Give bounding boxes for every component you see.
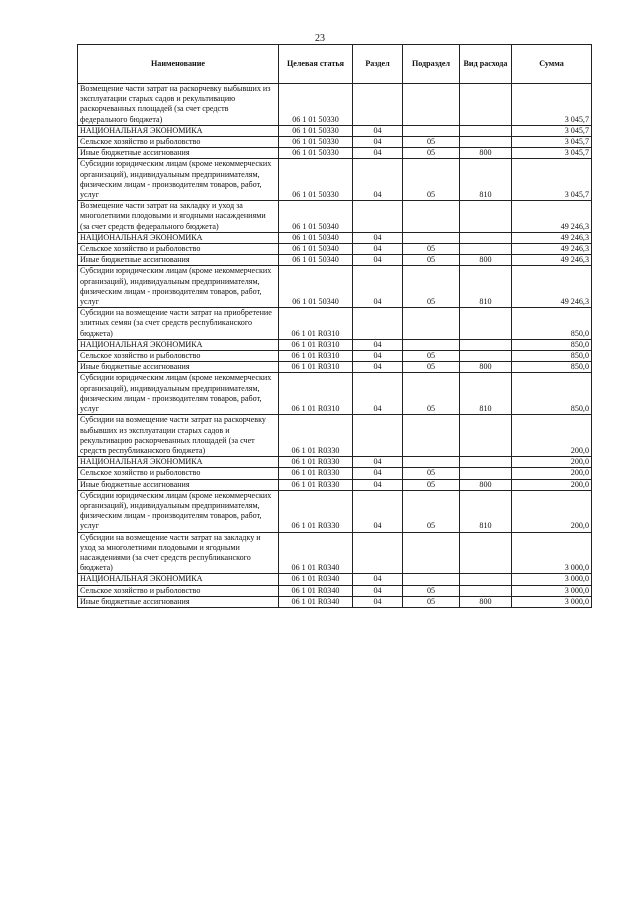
cell-section: 04 bbox=[353, 490, 403, 532]
cell-expense-type bbox=[460, 232, 512, 243]
page-number: 23 bbox=[315, 33, 325, 44]
table-row bbox=[78, 351, 592, 362]
cell-expense-type: 810 bbox=[460, 490, 512, 532]
cell-section: 04 bbox=[353, 244, 403, 255]
cell-expense-type bbox=[460, 137, 512, 148]
cell-name: Сельское хозяйство и рыболовство bbox=[78, 351, 279, 362]
cell-expense-type bbox=[460, 351, 512, 362]
cell-amount: 3 045,7 bbox=[512, 125, 592, 136]
cell-subsection: 05 bbox=[403, 468, 460, 479]
cell-expense-type bbox=[460, 201, 512, 233]
cell-name: Субсидии на возмещение части затрат на раскорчевку выбывших из эксплуатации старых садов и рекультивацию раскорчеванных площадей (за счет средств республиканского бюджета) bbox=[78, 415, 279, 457]
cell-section bbox=[353, 532, 403, 574]
cell-subsection bbox=[403, 201, 460, 233]
cell-target-article: 06 1 01 R0310 bbox=[279, 351, 353, 362]
cell-subsection bbox=[403, 339, 460, 350]
cell-subsection bbox=[403, 532, 460, 574]
cell-expense-type bbox=[460, 84, 512, 126]
table-row bbox=[78, 532, 592, 574]
cell-target-article: 06 1 01 R0330 bbox=[279, 457, 353, 468]
cell-subsection bbox=[403, 574, 460, 585]
table-row bbox=[78, 232, 592, 243]
cell-name: Иные бюджетные ассигнования bbox=[78, 479, 279, 490]
table-row bbox=[78, 468, 592, 479]
table-row bbox=[78, 244, 592, 255]
cell-name: Субсидии юридическим лицам (кроме некоммерческих организаций), индивидуальным предпринимателям, физическим лицам - производителям товаров, работ, услуг bbox=[78, 159, 279, 201]
column-header-expense-type: Вид расхода bbox=[460, 45, 512, 84]
cell-section bbox=[353, 415, 403, 457]
cell-target-article: 06 1 01 R0340 bbox=[279, 574, 353, 585]
cell-target-article: 06 1 01 R0340 bbox=[279, 585, 353, 596]
table-row bbox=[78, 362, 592, 373]
cell-amount: 49 246,3 bbox=[512, 266, 592, 308]
cell-expense-type bbox=[460, 308, 512, 340]
cell-amount: 850,0 bbox=[512, 362, 592, 373]
cell-target-article: 06 1 01 50340 bbox=[279, 255, 353, 266]
cell-name: Сельское хозяйство и рыболовство bbox=[78, 137, 279, 148]
cell-section: 04 bbox=[353, 351, 403, 362]
cell-subsection: 05 bbox=[403, 585, 460, 596]
cell-name: Возмещение части затрат на раскорчевку выбывших из эксплуатации старых садов и рекультивацию раскорчеванных площадей (за счет средств федерального бюджета) bbox=[78, 84, 279, 126]
cell-name: Иные бюджетные ассигнования bbox=[78, 148, 279, 159]
cell-subsection: 05 bbox=[403, 479, 460, 490]
cell-section: 04 bbox=[353, 373, 403, 415]
cell-amount: 3 045,7 bbox=[512, 159, 592, 201]
cell-name: НАЦИОНАЛЬНАЯ ЭКОНОМИКА bbox=[78, 232, 279, 243]
table-row bbox=[78, 415, 592, 457]
cell-section: 04 bbox=[353, 339, 403, 350]
cell-section: 04 bbox=[353, 255, 403, 266]
cell-target-article: 06 1 01 50330 bbox=[279, 137, 353, 148]
cell-amount: 200,0 bbox=[512, 415, 592, 457]
cell-name: Иные бюджетные ассигнования bbox=[78, 596, 279, 607]
cell-name: НАЦИОНАЛЬНАЯ ЭКОНОМИКА bbox=[78, 339, 279, 350]
cell-name: Иные бюджетные ассигнования bbox=[78, 255, 279, 266]
cell-target-article: 06 1 01 50330 bbox=[279, 148, 353, 159]
column-header-subsection: Подраздел bbox=[403, 45, 460, 84]
cell-expense-type bbox=[460, 339, 512, 350]
cell-target-article: 06 1 01 50340 bbox=[279, 232, 353, 243]
table-row bbox=[78, 490, 592, 532]
table-row bbox=[78, 308, 592, 340]
cell-section bbox=[353, 308, 403, 340]
cell-subsection: 05 bbox=[403, 490, 460, 532]
cell-section bbox=[353, 201, 403, 233]
cell-expense-type bbox=[460, 244, 512, 255]
cell-section: 04 bbox=[353, 479, 403, 490]
cell-expense-type bbox=[460, 415, 512, 457]
cell-target-article: 06 1 01 R0330 bbox=[279, 468, 353, 479]
cell-section: 04 bbox=[353, 457, 403, 468]
cell-expense-type: 800 bbox=[460, 362, 512, 373]
cell-subsection: 05 bbox=[403, 362, 460, 373]
table-row bbox=[78, 596, 592, 607]
cell-section: 04 bbox=[353, 574, 403, 585]
cell-name: Сельское хозяйство и рыболовство bbox=[78, 244, 279, 255]
cell-target-article: 06 1 01 R0330 bbox=[279, 490, 353, 532]
table-header-row bbox=[78, 45, 592, 84]
cell-expense-type: 810 bbox=[460, 373, 512, 415]
table-row bbox=[78, 84, 592, 126]
table-row bbox=[78, 125, 592, 136]
cell-section: 04 bbox=[353, 585, 403, 596]
cell-subsection: 05 bbox=[403, 148, 460, 159]
cell-subsection bbox=[403, 84, 460, 126]
cell-subsection: 05 bbox=[403, 137, 460, 148]
cell-expense-type bbox=[460, 125, 512, 136]
cell-amount: 850,0 bbox=[512, 351, 592, 362]
cell-amount: 3 045,7 bbox=[512, 148, 592, 159]
cell-name: Субсидии юридическим лицам (кроме некоммерческих организаций), индивидуальным предпринимателям, физическим лицам - производителям товаров, работ, услуг bbox=[78, 490, 279, 532]
cell-name: Субсидии на возмещение части затрат на закладку и уход за многолетними плодовыми и ягодными насаждениями (за счет средств республиканского бюджета) bbox=[78, 532, 279, 574]
cell-target-article: 06 1 01 R0330 bbox=[279, 479, 353, 490]
cell-target-article: 06 1 01 R0340 bbox=[279, 596, 353, 607]
cell-amount: 200,0 bbox=[512, 468, 592, 479]
budget-table bbox=[77, 44, 592, 608]
cell-amount: 3 000,0 bbox=[512, 574, 592, 585]
cell-expense-type bbox=[460, 457, 512, 468]
cell-amount: 49 246,3 bbox=[512, 201, 592, 233]
cell-amount: 3 000,0 bbox=[512, 532, 592, 574]
cell-target-article: 06 1 01 50330 bbox=[279, 125, 353, 136]
cell-amount: 3 000,0 bbox=[512, 596, 592, 607]
cell-target-article: 06 1 01 R0340 bbox=[279, 532, 353, 574]
table-row bbox=[78, 373, 592, 415]
cell-subsection: 05 bbox=[403, 266, 460, 308]
cell-amount: 850,0 bbox=[512, 373, 592, 415]
cell-subsection bbox=[403, 457, 460, 468]
cell-amount: 850,0 bbox=[512, 308, 592, 340]
cell-amount: 200,0 bbox=[512, 457, 592, 468]
cell-target-article: 06 1 01 50340 bbox=[279, 201, 353, 233]
table-row bbox=[78, 201, 592, 233]
cell-expense-type: 800 bbox=[460, 596, 512, 607]
cell-amount: 200,0 bbox=[512, 490, 592, 532]
table-row bbox=[78, 479, 592, 490]
cell-name: Субсидии юридическим лицам (кроме некоммерческих организаций), индивидуальным предпринимателям, физическим лицам - производителям товаров, работ, услуг bbox=[78, 266, 279, 308]
cell-amount: 49 246,3 bbox=[512, 244, 592, 255]
cell-section: 04 bbox=[353, 232, 403, 243]
cell-section: 04 bbox=[353, 596, 403, 607]
cell-subsection: 05 bbox=[403, 351, 460, 362]
cell-expense-type: 800 bbox=[460, 148, 512, 159]
cell-target-article: 06 1 01 50330 bbox=[279, 159, 353, 201]
table-row bbox=[78, 159, 592, 201]
cell-name: НАЦИОНАЛЬНАЯ ЭКОНОМИКА bbox=[78, 457, 279, 468]
cell-target-article: 06 1 01 R0310 bbox=[279, 339, 353, 350]
cell-subsection bbox=[403, 232, 460, 243]
cell-section: 04 bbox=[353, 137, 403, 148]
cell-subsection bbox=[403, 308, 460, 340]
column-header-section: Раздел bbox=[353, 45, 403, 84]
cell-subsection: 05 bbox=[403, 373, 460, 415]
cell-subsection bbox=[403, 125, 460, 136]
cell-name: Иные бюджетные ассигнования bbox=[78, 362, 279, 373]
cell-expense-type: 810 bbox=[460, 159, 512, 201]
cell-target-article: 06 1 01 50340 bbox=[279, 244, 353, 255]
cell-subsection: 05 bbox=[403, 244, 460, 255]
cell-target-article: 06 1 01 R0310 bbox=[279, 308, 353, 340]
cell-name: Возмещение части затрат на закладку и уход за многолетними плодовыми и ягодными насаждениями (за счет средств федерального бюджета) bbox=[78, 201, 279, 233]
cell-expense-type bbox=[460, 585, 512, 596]
cell-name: Субсидии юридическим лицам (кроме некоммерческих организаций), индивидуальным предпринимателям, физическим лицам - производителям товаров, работ, услуг bbox=[78, 373, 279, 415]
table-row bbox=[78, 148, 592, 159]
cell-subsection: 05 bbox=[403, 255, 460, 266]
column-header-target-article: Целевая статья bbox=[279, 45, 353, 84]
cell-section: 04 bbox=[353, 125, 403, 136]
cell-section: 04 bbox=[353, 266, 403, 308]
table-body bbox=[78, 84, 592, 608]
cell-target-article: 06 1 01 50340 bbox=[279, 266, 353, 308]
cell-amount: 850,0 bbox=[512, 339, 592, 350]
cell-amount: 3 045,7 bbox=[512, 84, 592, 126]
column-header-amount: Сумма bbox=[512, 45, 592, 84]
cell-amount: 3 045,7 bbox=[512, 137, 592, 148]
cell-section bbox=[353, 84, 403, 126]
cell-name: Сельское хозяйство и рыболовство bbox=[78, 585, 279, 596]
cell-name: Сельское хозяйство и рыболовство bbox=[78, 468, 279, 479]
cell-section: 04 bbox=[353, 159, 403, 201]
cell-amount: 200,0 bbox=[512, 479, 592, 490]
table-row bbox=[78, 457, 592, 468]
cell-expense-type bbox=[460, 468, 512, 479]
cell-name: НАЦИОНАЛЬНАЯ ЭКОНОМИКА bbox=[78, 574, 279, 585]
table-row bbox=[78, 266, 592, 308]
cell-target-article: 06 1 01 R0310 bbox=[279, 373, 353, 415]
cell-target-article: 06 1 01 R0310 bbox=[279, 362, 353, 373]
cell-name: Субсидии на возмещение части затрат на приобретение элитных семян (за счет средств республиканского бюджета) bbox=[78, 308, 279, 340]
cell-name: НАЦИОНАЛЬНАЯ ЭКОНОМИКА bbox=[78, 125, 279, 136]
table-row bbox=[78, 255, 592, 266]
cell-expense-type bbox=[460, 532, 512, 574]
cell-section: 04 bbox=[353, 148, 403, 159]
cell-target-article: 06 1 01 R0330 bbox=[279, 415, 353, 457]
cell-subsection bbox=[403, 415, 460, 457]
cell-amount: 3 000,0 bbox=[512, 585, 592, 596]
cell-section: 04 bbox=[353, 468, 403, 479]
cell-target-article: 06 1 01 50330 bbox=[279, 84, 353, 126]
table-row bbox=[78, 137, 592, 148]
cell-subsection: 05 bbox=[403, 596, 460, 607]
cell-subsection: 05 bbox=[403, 159, 460, 201]
cell-expense-type: 800 bbox=[460, 255, 512, 266]
cell-expense-type: 800 bbox=[460, 479, 512, 490]
cell-amount: 49 246,3 bbox=[512, 232, 592, 243]
cell-expense-type bbox=[460, 574, 512, 585]
cell-amount: 49 246,3 bbox=[512, 255, 592, 266]
table-row bbox=[78, 339, 592, 350]
column-header-name: Наименование bbox=[78, 45, 279, 84]
table-row bbox=[78, 574, 592, 585]
table-row bbox=[78, 585, 592, 596]
cell-expense-type: 810 bbox=[460, 266, 512, 308]
cell-section: 04 bbox=[353, 362, 403, 373]
